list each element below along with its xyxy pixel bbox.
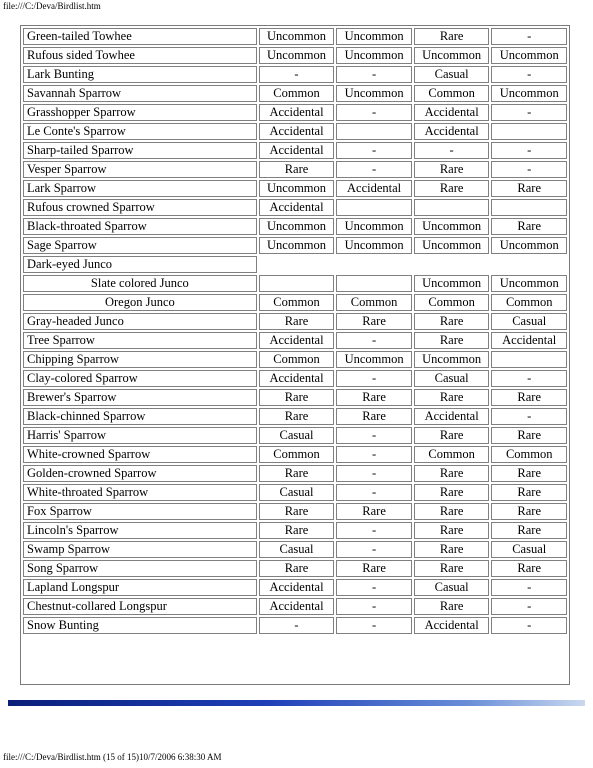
abundance-cell: Common	[414, 446, 490, 463]
table-row	[23, 294, 567, 311]
abundance-cell: Accidental	[336, 180, 412, 197]
abundance-cell: Rare	[259, 522, 335, 539]
table-row	[23, 313, 567, 330]
abundance-cell: Rare	[259, 161, 335, 178]
abundance-cell: Common	[491, 446, 567, 463]
abundance-cell: Uncommon	[259, 237, 335, 254]
table-row	[23, 522, 567, 539]
table-row	[23, 180, 567, 197]
abundance-cell: Accidental	[259, 598, 335, 615]
abundance-cell: Rare	[336, 313, 412, 330]
abundance-cell: -	[414, 142, 490, 159]
abundance-cell: Rare	[491, 180, 567, 197]
species-name-cell: Vesper Sparrow	[23, 161, 257, 178]
abundance-cell: Casual	[491, 313, 567, 330]
abundance-cell: -	[336, 465, 412, 482]
species-name-cell: Golden-crowned Sparrow	[23, 465, 257, 482]
abundance-cell: Uncommon	[491, 85, 567, 102]
abundance-cell: Accidental	[259, 199, 335, 216]
table-row	[23, 66, 567, 83]
abundance-cell	[336, 275, 412, 292]
abundance-cell: Rare	[414, 28, 490, 45]
footer-divider-bar	[8, 700, 585, 706]
species-name-cell: Tree Sparrow	[23, 332, 257, 349]
species-name-cell: Black-throated Sparrow	[23, 218, 257, 235]
abundance-cell: Uncommon	[336, 351, 412, 368]
abundance-cell	[491, 199, 567, 216]
species-name-cell: Rufous sided Towhee	[23, 47, 257, 64]
abundance-cell: Common	[491, 294, 567, 311]
abundance-cell	[259, 275, 335, 292]
abundance-cell: Rare	[259, 408, 335, 425]
abundance-cell: -	[491, 598, 567, 615]
table-row	[23, 541, 567, 558]
species-name-cell: Oregon Junco	[23, 294, 257, 311]
abundance-cell: -	[491, 579, 567, 596]
abundance-cell: Rare	[414, 541, 490, 558]
abundance-cell: Uncommon	[336, 85, 412, 102]
species-name-cell: Le Conte's Sparrow	[23, 123, 257, 140]
table-row	[23, 104, 567, 121]
abundance-cell: -	[336, 161, 412, 178]
abundance-cell: Uncommon	[491, 275, 567, 292]
table-row	[23, 560, 567, 577]
species-name-cell: Grasshopper Sparrow	[23, 104, 257, 121]
table-row	[23, 332, 567, 349]
abundance-cell: Casual	[414, 66, 490, 83]
species-name-cell: Snow Bunting	[23, 617, 257, 634]
abundance-cell: -	[336, 484, 412, 501]
species-name-cell: Dark-eyed Junco	[23, 256, 257, 273]
abundance-cell: Uncommon	[336, 28, 412, 45]
abundance-cell: Uncommon	[336, 47, 412, 64]
abundance-cell: Rare	[491, 389, 567, 406]
abundance-cell: Rare	[491, 503, 567, 520]
abundance-cell: Uncommon	[259, 218, 335, 235]
abundance-cell: Rare	[414, 180, 490, 197]
abundance-cell: -	[336, 427, 412, 444]
abundance-cell	[414, 199, 490, 216]
abundance-cell: Uncommon	[414, 275, 490, 292]
species-name-cell: Lark Bunting	[23, 66, 257, 83]
table-row	[23, 598, 567, 615]
species-name-cell: Swamp Sparrow	[23, 541, 257, 558]
abundance-cell: Rare	[259, 503, 335, 520]
abundance-cell: Uncommon	[491, 47, 567, 64]
table-row	[23, 142, 567, 159]
bird-table-body	[23, 28, 567, 634]
abundance-cell: -	[336, 66, 412, 83]
table-row	[23, 503, 567, 520]
abundance-cell: Casual	[259, 427, 335, 444]
species-name-cell: Chestnut-collared Longspur	[23, 598, 257, 615]
abundance-cell	[491, 351, 567, 368]
table-row	[23, 47, 567, 64]
abundance-cell: Uncommon	[414, 218, 490, 235]
abundance-cell: -	[259, 66, 335, 83]
abundance-cell: -	[336, 579, 412, 596]
table-row	[23, 427, 567, 444]
abundance-cell: Common	[259, 85, 335, 102]
abundance-cell: -	[336, 541, 412, 558]
abundance-cell: Accidental	[414, 123, 490, 140]
abundance-cell: -	[491, 370, 567, 387]
species-name-cell: Lark Sparrow	[23, 180, 257, 197]
abundance-cell: Common	[259, 294, 335, 311]
abundance-cell: Uncommon	[336, 237, 412, 254]
species-name-cell: Song Sparrow	[23, 560, 257, 577]
abundance-cell: Rare	[414, 522, 490, 539]
abundance-cell: Uncommon	[491, 237, 567, 254]
abundance-cell: Uncommon	[414, 237, 490, 254]
abundance-cell: -	[336, 522, 412, 539]
abundance-cell: Rare	[259, 465, 335, 482]
abundance-cell: Rare	[414, 484, 490, 501]
abundance-cell: Rare	[414, 161, 490, 178]
abundance-cell: -	[491, 104, 567, 121]
species-name-cell: Black-chinned Sparrow	[23, 408, 257, 425]
abundance-cell: Uncommon	[259, 47, 335, 64]
abundance-cell: -	[336, 332, 412, 349]
species-name-cell: Sharp-tailed Sparrow	[23, 142, 257, 159]
abundance-cell	[336, 199, 412, 216]
abundance-cell: Accidental	[414, 104, 490, 121]
abundance-cell: Rare	[259, 313, 335, 330]
abundance-cell: Rare	[491, 427, 567, 444]
table-row	[23, 446, 567, 463]
abundance-cell: Uncommon	[259, 180, 335, 197]
abundance-cell: Rare	[336, 389, 412, 406]
abundance-cell: Rare	[259, 389, 335, 406]
abundance-cell: -	[491, 617, 567, 634]
bird-table-frame	[20, 25, 570, 685]
abundance-cell: Rare	[491, 218, 567, 235]
abundance-cell: Accidental	[259, 332, 335, 349]
abundance-cell: Common	[336, 294, 412, 311]
abundance-cell: Accidental	[259, 104, 335, 121]
abundance-cell: -	[336, 370, 412, 387]
table-row	[23, 28, 567, 45]
abundance-cell: Rare	[336, 503, 412, 520]
abundance-cell: Rare	[414, 598, 490, 615]
abundance-cell: Casual	[414, 370, 490, 387]
abundance-cell: -	[259, 617, 335, 634]
abundance-cell: Common	[414, 294, 490, 311]
abundance-cell: Accidental	[259, 123, 335, 140]
abundance-cell: -	[336, 142, 412, 159]
table-row	[23, 237, 567, 254]
abundance-cell: Accidental	[259, 142, 335, 159]
table-row	[23, 408, 567, 425]
abundance-cell: Accidental	[414, 617, 490, 634]
abundance-cell: Accidental	[491, 332, 567, 349]
abundance-cell: Common	[414, 85, 490, 102]
abundance-cell: -	[491, 142, 567, 159]
abundance-cell: -	[491, 408, 567, 425]
species-name-cell: Lapland Longspur	[23, 579, 257, 596]
species-name-cell: Fox Sparrow	[23, 503, 257, 520]
abundance-cell: Uncommon	[336, 218, 412, 235]
table-row	[23, 484, 567, 501]
table-row	[23, 161, 567, 178]
table-row	[23, 256, 567, 273]
species-name-cell: Rufous crowned Sparrow	[23, 199, 257, 216]
abundance-cell: -	[491, 28, 567, 45]
abundance-cell: Casual	[414, 579, 490, 596]
species-name-cell: Sage Sparrow	[23, 237, 257, 254]
abundance-cell: Rare	[414, 427, 490, 444]
table-row	[23, 465, 567, 482]
abundance-cell: Rare	[414, 313, 490, 330]
table-row	[23, 199, 567, 216]
table-row	[23, 85, 567, 102]
abundance-cell: -	[336, 617, 412, 634]
abundance-cell: Accidental	[259, 370, 335, 387]
table-row	[23, 275, 567, 292]
table-row	[23, 579, 567, 596]
species-name-cell: Chipping Sparrow	[23, 351, 257, 368]
abundance-cell: Accidental	[259, 579, 335, 596]
abundance-cell: Rare	[336, 560, 412, 577]
abundance-cell: -	[491, 161, 567, 178]
species-name-cell: Green-tailed Towhee	[23, 28, 257, 45]
table-row	[23, 218, 567, 235]
abundance-cell: -	[336, 446, 412, 463]
abundance-cell: -	[336, 598, 412, 615]
abundance-cell: Accidental	[414, 408, 490, 425]
abundance-cell: Rare	[414, 389, 490, 406]
abundance-cell	[491, 123, 567, 140]
abundance-cell: Uncommon	[259, 28, 335, 45]
abundance-cell: Rare	[414, 465, 490, 482]
abundance-cell: Rare	[491, 484, 567, 501]
table-row	[23, 351, 567, 368]
species-name-cell: Lincoln's Sparrow	[23, 522, 257, 539]
page-header-path: file:///C:/Deva/Birdlist.htm	[3, 1, 101, 11]
species-name-cell: Harris' Sparrow	[23, 427, 257, 444]
species-name-cell: Brewer's Sparrow	[23, 389, 257, 406]
abundance-cell: Rare	[491, 522, 567, 539]
species-name-cell: White-crowned Sparrow	[23, 446, 257, 463]
abundance-cell: Uncommon	[414, 351, 490, 368]
abundance-cell: Rare	[491, 560, 567, 577]
abundance-cell: Rare	[491, 465, 567, 482]
abundance-cell: Rare	[259, 560, 335, 577]
abundance-cell: -	[491, 66, 567, 83]
bird-abundance-table	[21, 26, 569, 636]
abundance-cell: Rare	[414, 560, 490, 577]
species-name-cell: Clay-colored Sparrow	[23, 370, 257, 387]
species-name-cell: Gray-headed Junco	[23, 313, 257, 330]
table-row	[23, 370, 567, 387]
abundance-cell: Rare	[414, 503, 490, 520]
empty-span-cell	[259, 256, 567, 273]
species-name-cell: Slate colored Junco	[23, 275, 257, 292]
table-row	[23, 617, 567, 634]
table-row	[23, 389, 567, 406]
abundance-cell	[336, 123, 412, 140]
abundance-cell: Uncommon	[414, 47, 490, 64]
species-name-cell: White-throated Sparrow	[23, 484, 257, 501]
abundance-cell: Casual	[259, 484, 335, 501]
page-footer: file:///C:/Deva/Birdlist.htm (15 of 15)10/7/2006 6:38:30 AM	[3, 752, 222, 762]
abundance-cell: Common	[259, 351, 335, 368]
abundance-cell: -	[336, 104, 412, 121]
abundance-cell: Rare	[336, 408, 412, 425]
abundance-cell: Rare	[414, 332, 490, 349]
species-name-cell: Savannah Sparrow	[23, 85, 257, 102]
abundance-cell: Common	[259, 446, 335, 463]
abundance-cell: Casual	[259, 541, 335, 558]
table-row	[23, 123, 567, 140]
abundance-cell: Casual	[491, 541, 567, 558]
